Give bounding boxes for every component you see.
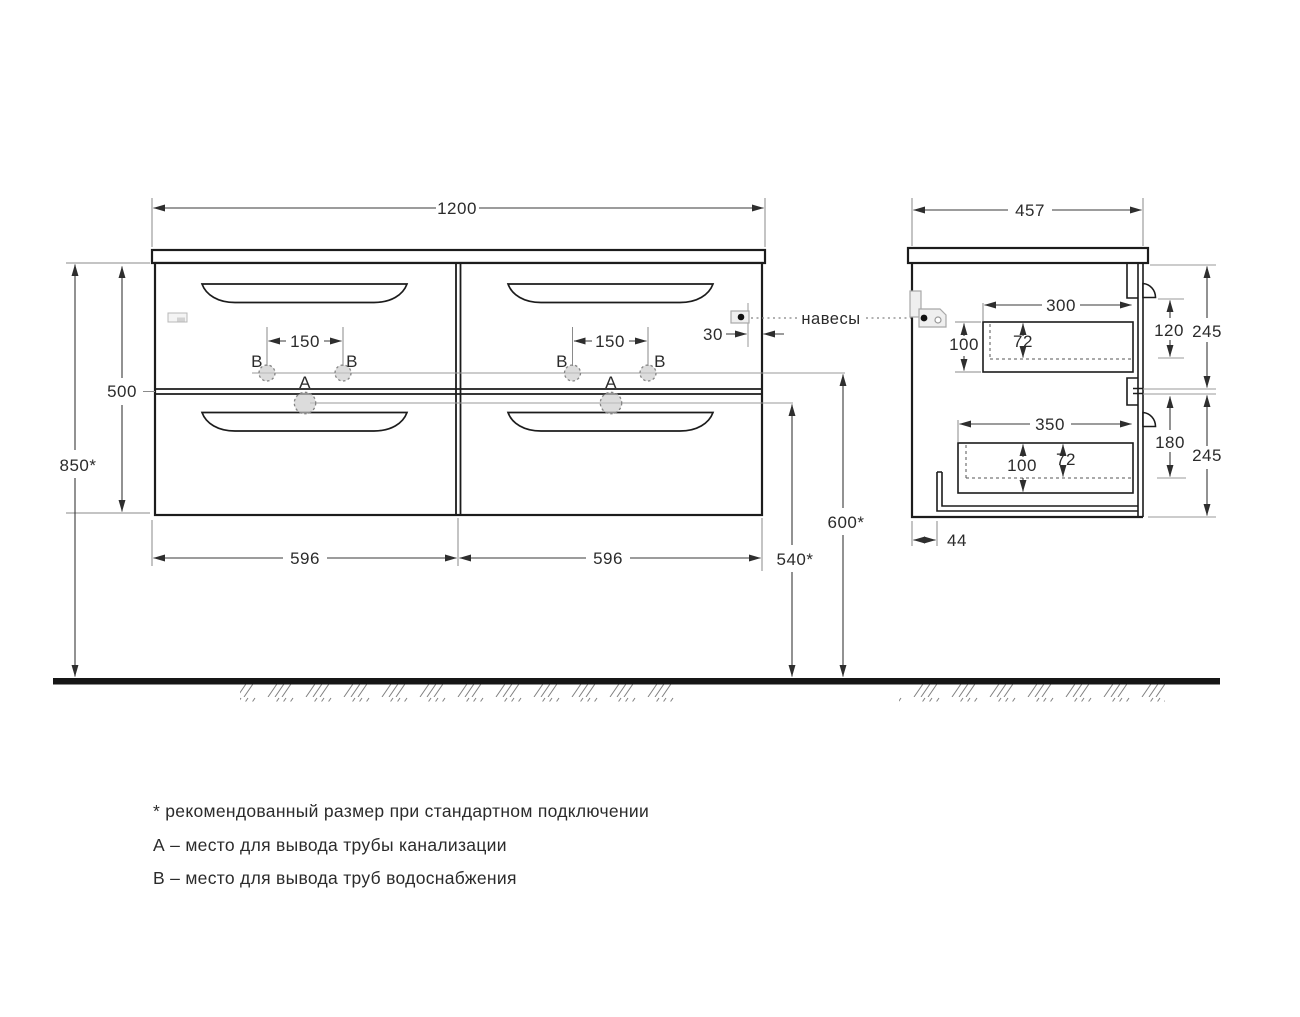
top-front-inner-panel — [1127, 264, 1138, 298]
handle-bottom-right — [508, 413, 713, 432]
drain-hole-a — [294, 392, 315, 413]
drain-hole-a — [600, 392, 621, 413]
dim-72-top — [1013, 324, 1033, 358]
dim-245-top-label: 245 — [1192, 322, 1222, 341]
handle-top-right — [508, 284, 713, 303]
dim-44-label: 44 — [947, 531, 967, 550]
dim-1200-label: 1200 — [437, 199, 477, 218]
countertop-side — [908, 248, 1148, 263]
dim-72-top-label: 72 — [1013, 332, 1033, 351]
gap-extension-lines — [1143, 389, 1216, 394]
countertop-front — [152, 250, 765, 263]
marker-a-label: А — [605, 373, 617, 392]
front-view — [60, 198, 918, 677]
handle-top-left — [202, 284, 407, 303]
dim-300-label: 300 — [1046, 296, 1076, 315]
side-view — [908, 198, 1222, 550]
dim-540-label: 540* — [776, 550, 814, 569]
top-drawer-inner-dashed — [990, 324, 1133, 359]
dim-150-left-label: 150 — [290, 332, 320, 351]
dim-596-left — [152, 518, 762, 571]
dim-500-label: 500 — [107, 382, 137, 401]
dim-44 — [912, 521, 967, 550]
dim-150-right-label: 150 — [595, 332, 625, 351]
dim-120 — [1154, 299, 1184, 358]
marker-b-label: В — [346, 352, 358, 371]
dim-100-bottom-label: 100 — [1007, 456, 1037, 475]
dim-350-label: 350 — [1035, 415, 1065, 434]
dim-500 — [66, 263, 150, 513]
dim-180 — [1155, 397, 1186, 479]
dim-30-label: 30 — [703, 325, 723, 344]
dim-300 — [983, 296, 1132, 321]
dim-100-top-label: 100 — [949, 335, 979, 354]
front-panel-edge — [1138, 263, 1143, 517]
dim-540 — [777, 405, 814, 677]
marker-b-label: В — [556, 352, 568, 371]
dim-457 — [912, 198, 1143, 246]
hanger-bracket-front-icon — [731, 311, 749, 323]
dim-120-label: 120 — [1154, 321, 1184, 340]
dim-72-bottom-label: 72 — [1056, 450, 1076, 469]
footnotes — [153, 801, 649, 888]
dim-596-left-label: 596 — [290, 549, 320, 568]
footnote-marker-b: В – место для вывода труб водоснабжения — [153, 868, 517, 888]
top-drawer-box — [983, 322, 1133, 372]
handle-lip-top — [1143, 284, 1156, 298]
hangers-callout-label: навесы — [801, 310, 861, 328]
handle-bottom-left — [202, 413, 407, 432]
marker-b-label: В — [251, 352, 263, 371]
floor-hatching-right — [899, 685, 1165, 702]
dim-457-label: 457 — [1015, 201, 1045, 220]
dim-596-right — [460, 549, 761, 568]
footnote-recommended-size: * рекомендованный размер при стандартном подключении — [153, 801, 650, 821]
dim-1200 — [152, 198, 765, 247]
dim-850 — [60, 265, 97, 677]
floor-hatching-left — [240, 685, 677, 702]
dim-600-label: 600* — [827, 513, 865, 532]
floor-line — [53, 678, 1220, 702]
handle-lip-bottom — [1143, 413, 1156, 427]
logo-badge-icon — [168, 313, 187, 322]
dim-596-right-label: 596 — [593, 549, 623, 568]
dim-180-label: 180 — [1155, 433, 1185, 452]
footnote-marker-a: А – место для вывода трубы канализации — [153, 835, 507, 855]
cabinet-body-side — [912, 263, 1143, 517]
dim-245-bottom-label: 245 — [1192, 446, 1222, 465]
marker-a-label: А — [299, 373, 311, 392]
bottom-front-inner-panel — [1127, 378, 1138, 405]
dim-850-label: 850* — [59, 456, 97, 475]
marker-b-label: В — [654, 352, 666, 371]
dim-600 — [828, 375, 865, 677]
dim-245-bottom — [1148, 396, 1222, 518]
